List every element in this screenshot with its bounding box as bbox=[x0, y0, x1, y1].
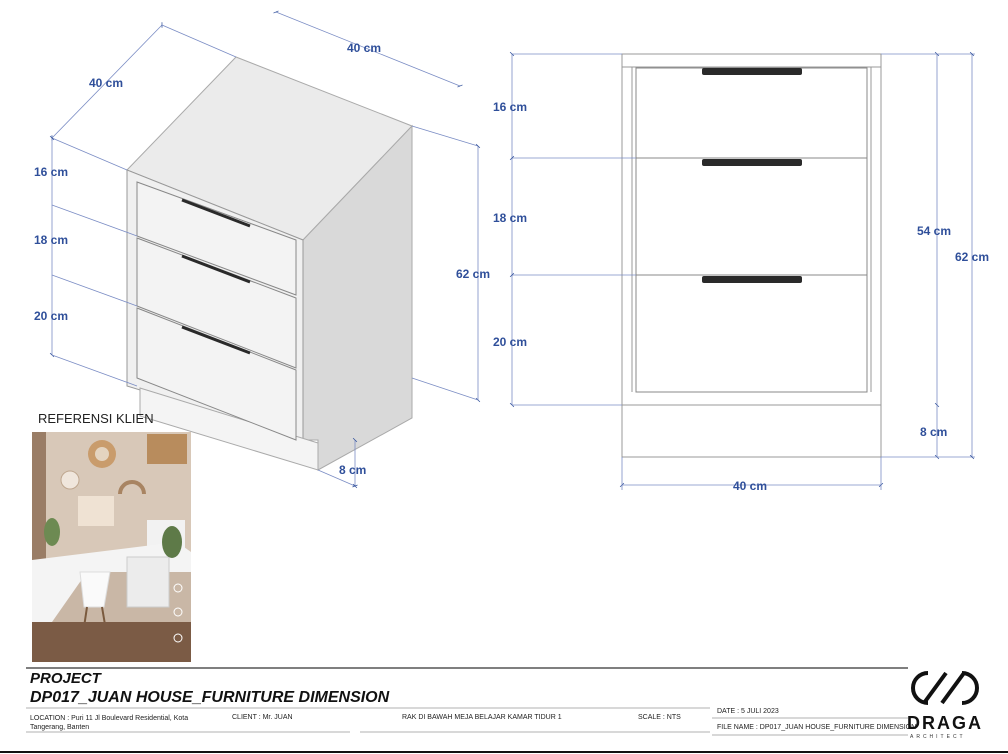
iso-depth-label: 40 cm bbox=[89, 76, 124, 90]
front-width-label: 40 cm bbox=[733, 479, 768, 493]
front-top-panel bbox=[622, 54, 881, 67]
front-drawer-1 bbox=[636, 68, 867, 158]
project-title: DP017_JUAN HOUSE_FURNITURE DIMENSION bbox=[30, 689, 390, 706]
front-drawer1-label: 16 cm bbox=[493, 100, 528, 114]
front-plinth bbox=[622, 405, 881, 457]
front-drawer-2 bbox=[636, 158, 867, 275]
reference-photo bbox=[32, 432, 191, 662]
description-text: RAK DI BAWAH MEJA BELAJAR KAMAR TIDUR 1 bbox=[402, 714, 562, 721]
iso-height-label: 62 cm bbox=[456, 267, 491, 281]
iso-width-label: 40 cm bbox=[347, 41, 382, 55]
iso-drawer1-label: 16 cm bbox=[34, 165, 69, 179]
front-view-cabinet bbox=[622, 54, 881, 457]
client-text: CLIENT : Mr. JUAN bbox=[232, 714, 293, 721]
location-text: LOCATION : Puri 11 Jl Boulevard Residential, Kota Tangerang, Banten bbox=[30, 715, 189, 731]
file-name-text: FILE NAME : DP017_JUAN HOUSE_FURNITURE DIMENSION bbox=[717, 724, 917, 731]
draga-logo-icon bbox=[913, 673, 977, 703]
reference-label: REFERENSI KLIEN bbox=[38, 411, 154, 426]
iso-drawer2-label: 18 cm bbox=[34, 233, 69, 247]
isometric-cabinet bbox=[127, 57, 412, 470]
front-handle-2 bbox=[702, 159, 802, 166]
project-heading: PROJECT bbox=[30, 670, 101, 687]
logo-subtext: ARCHITECT bbox=[910, 734, 966, 740]
front-handle-1 bbox=[702, 68, 802, 75]
title-block bbox=[0, 665, 1008, 754]
iso-drawer3-label: 20 cm bbox=[34, 309, 69, 323]
front-base-label: 8 cm bbox=[920, 425, 948, 439]
front-drawer2-label: 18 cm bbox=[493, 211, 528, 225]
front-total-height-label: 62 cm bbox=[955, 250, 990, 264]
iso-base-label: 8 cm bbox=[339, 463, 367, 477]
scale-text: SCALE : NTS bbox=[638, 714, 681, 721]
logo-text: DRAGA bbox=[907, 713, 983, 733]
front-drawer-3 bbox=[636, 275, 867, 392]
date-text: DATE : 5 JULI 2023 bbox=[717, 708, 779, 715]
front-body-height-label: 54 cm bbox=[917, 224, 952, 238]
front-drawer3-label: 20 cm bbox=[493, 335, 528, 349]
front-handle-3 bbox=[702, 276, 802, 283]
